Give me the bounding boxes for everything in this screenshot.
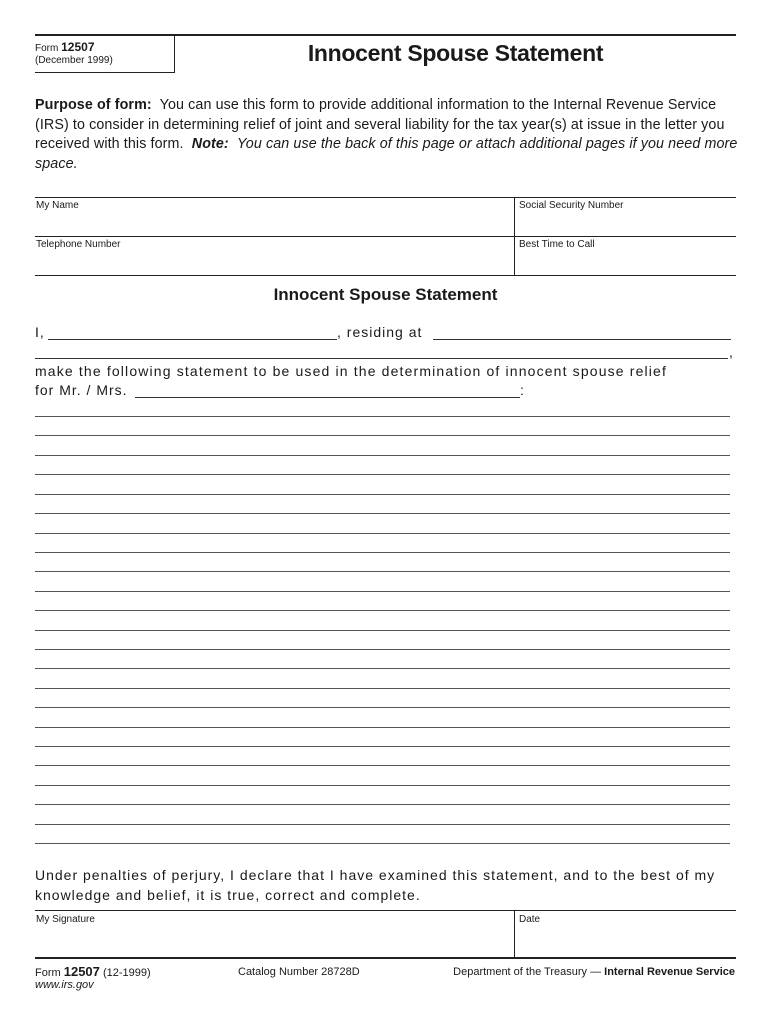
statement-line[interactable] <box>35 416 730 417</box>
statement-line[interactable] <box>35 785 730 786</box>
spouse-name-blank[interactable] <box>135 397 520 398</box>
statement-line[interactable] <box>35 610 730 611</box>
ssn-label: Social Security Number <box>519 200 624 211</box>
statement-line[interactable] <box>35 533 730 534</box>
statement-line[interactable] <box>35 591 730 592</box>
statement-line[interactable] <box>35 688 730 689</box>
footer-form-rev: (12-1999) <box>102 967 151 979</box>
note-text: You can use the back of this page or attach additional pages if you need more space. <box>35 136 738 172</box>
footer-form-id: Form 12507 (12-1999) <box>35 964 151 979</box>
my-name-label: My Name <box>36 200 79 211</box>
statement-line[interactable] <box>35 727 730 728</box>
statement-line[interactable] <box>35 765 730 766</box>
website-link[interactable]: www.irs.gov <box>35 979 94 991</box>
my-name-field[interactable] <box>35 198 514 236</box>
best-time-label: Best Time to Call <box>519 239 595 250</box>
ssn-field[interactable] <box>515 198 736 236</box>
statement-line[interactable] <box>35 707 730 708</box>
form-id: Form 12507 <box>35 40 95 54</box>
address-blank-2[interactable] <box>35 358 728 359</box>
name-blank[interactable] <box>48 339 337 340</box>
date-field[interactable] <box>515 911 736 957</box>
statement-line[interactable] <box>35 552 730 553</box>
footer-form-number: 12507 <box>63 964 100 979</box>
telephone-field[interactable] <box>35 237 514 275</box>
residing-label: , residing at <box>337 324 423 340</box>
address-blank-1[interactable] <box>433 339 731 340</box>
statement-line[interactable] <box>35 435 730 436</box>
statement-line[interactable] <box>35 668 730 669</box>
statement-heading: Innocent Spouse Statement <box>273 285 498 304</box>
fields-divider <box>514 197 515 276</box>
statement-line[interactable] <box>35 804 730 805</box>
date-label: Date <box>519 914 541 925</box>
note-label: Note: <box>191 136 229 152</box>
signature-label: My Signature <box>36 914 95 925</box>
department-name: Department of the Treasury — <box>453 966 602 978</box>
statement-line[interactable] <box>35 649 730 650</box>
best-time-field[interactable] <box>515 237 736 275</box>
purpose-heading: Purpose of form: <box>35 97 152 113</box>
header-bottom-rule <box>35 72 175 73</box>
statement-line[interactable] <box>35 474 730 475</box>
purpose-paragraph <box>35 96 740 174</box>
declaration-text: Under penalties of perjury, I declare that I have examined this statement, and to the best of my knowledge and belief, it is true, correct and complete. <box>35 867 716 903</box>
form-date: (December 1999) <box>35 55 113 66</box>
for-colon: : <box>520 382 525 398</box>
for-label: for Mr. / Mrs. <box>35 382 128 398</box>
statement-line[interactable] <box>35 630 730 631</box>
statement-line[interactable] <box>35 843 730 844</box>
i-label: I, <box>35 324 45 340</box>
statement-line[interactable] <box>35 494 730 495</box>
statement-line[interactable] <box>35 824 730 825</box>
statement-line[interactable] <box>35 571 730 572</box>
form-number: 12507 <box>61 40 95 54</box>
signature-bottom-rule <box>35 957 736 959</box>
make-statement-text: make the following statement to be used in the determination of innocent spouse relief <box>35 363 668 379</box>
top-rule <box>35 34 736 36</box>
catalog-number: Catalog Number 28728D <box>238 966 360 978</box>
statement-line[interactable] <box>35 513 730 514</box>
statement-line[interactable] <box>35 455 730 456</box>
address-comma: , <box>729 344 734 360</box>
agency-name: Internal Revenue Service <box>604 966 735 978</box>
statement-line[interactable] <box>35 746 730 747</box>
page-title: Innocent Spouse Statement <box>307 40 604 66</box>
signature-field[interactable] <box>35 911 514 957</box>
purpose-text: You can use this form to provide additional information to the Internal Revenue Service (IRS) to consider in determining relief of joint and several liability for the tax year(s) at issue in the letter you received with this form. <box>35 97 725 152</box>
telephone-label: Telephone Number <box>36 239 121 250</box>
department-line <box>400 966 735 978</box>
fields-bottom-rule <box>35 275 736 276</box>
